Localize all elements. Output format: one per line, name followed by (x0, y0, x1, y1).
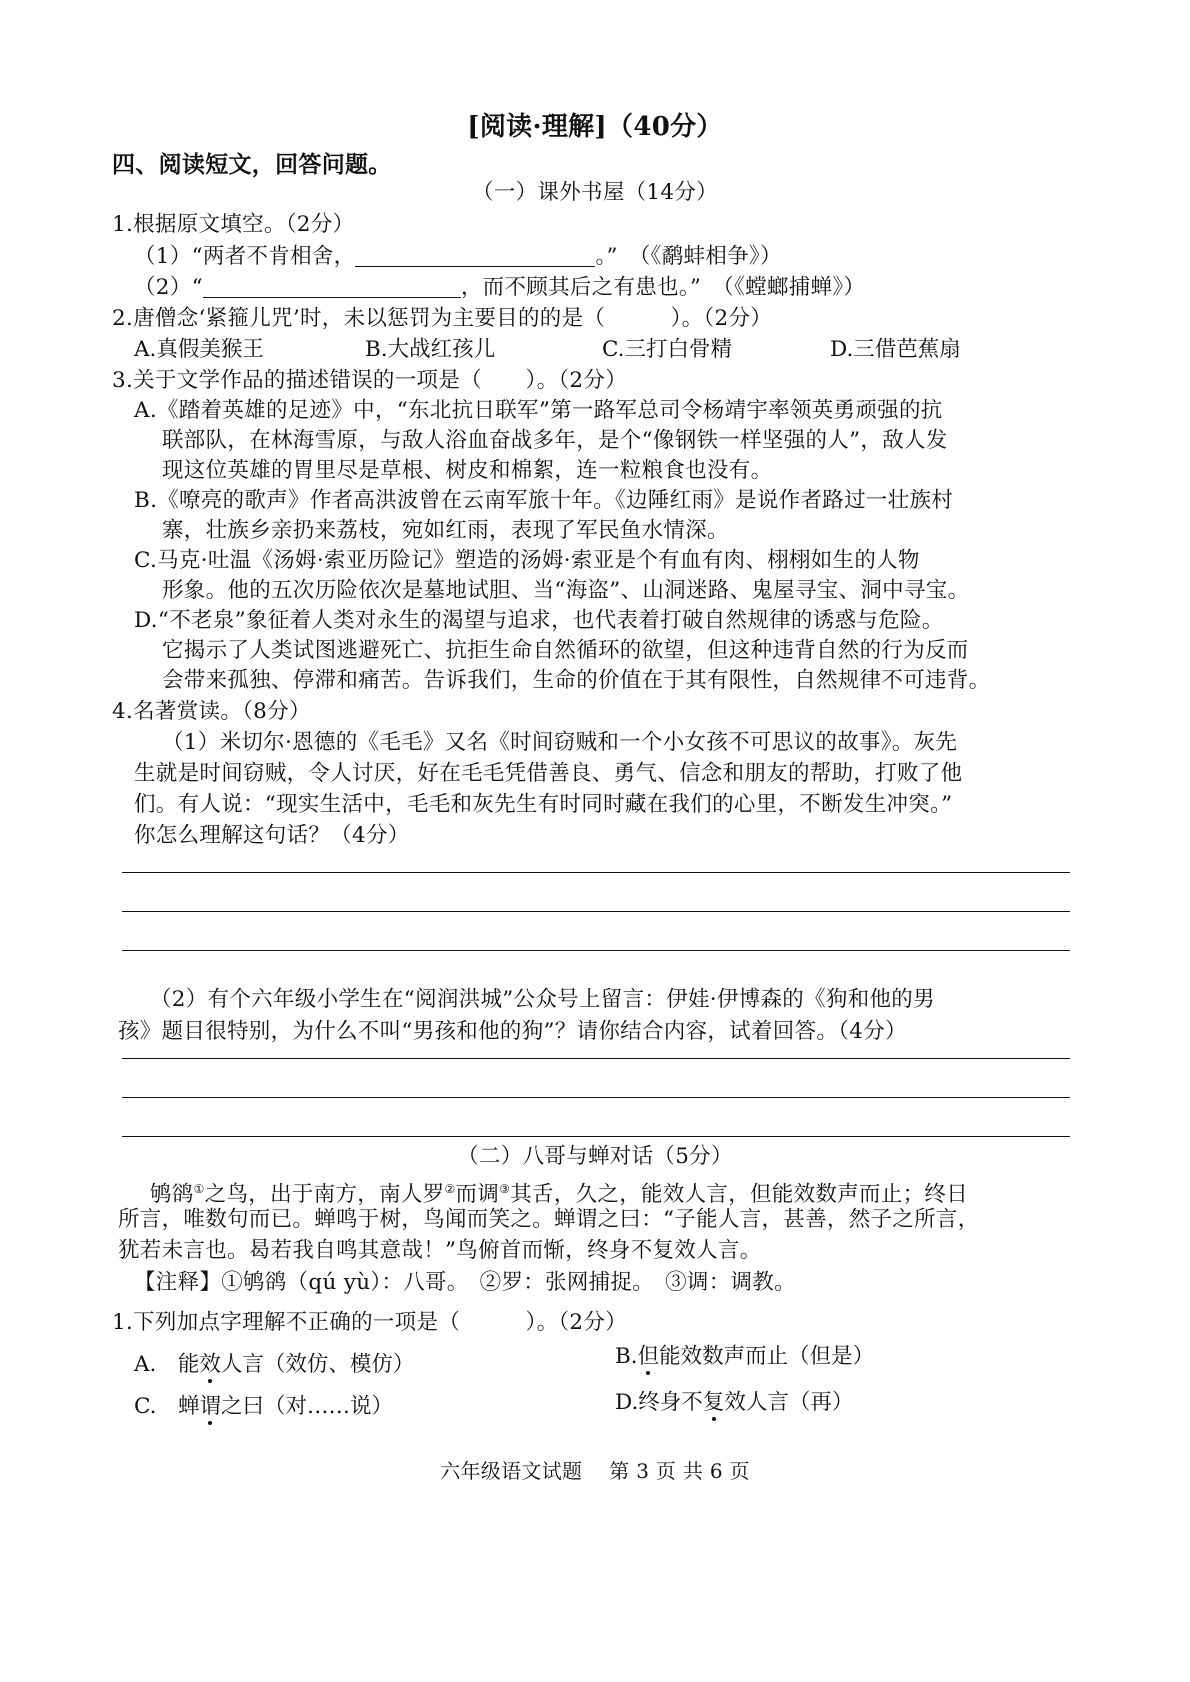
q2-option-b: B.大战红孩儿 (365, 337, 496, 362)
section-title: [阅读·理解]（40分） (467, 112, 723, 142)
q1-b-suffix: ，而不顾其后之有患也。” （《螳螂捕蝉》） (460, 275, 866, 300)
option-text: 效人言（再） (724, 1390, 854, 1415)
q2-option-a: A.真假美猴王 (134, 337, 264, 362)
dotted-character: 效 (199, 1352, 221, 1377)
q3-line: 寨，壮族乡亲扔来荔枝，宛如红雨，表现了军民鱼水情深。 (162, 518, 729, 543)
sub2-q1-option-d (615, 1388, 853, 1418)
dotted-character: 复 (702, 1390, 725, 1415)
q3-line: B.《嘹亮的歌声》作者高洪波曾在云南军旅十年。《边陲红雨》是说作者路过一壮族村 (134, 488, 954, 513)
q1-stem: 1.根据原文填空。（2分） (112, 212, 355, 237)
option-text: A. 能 (134, 1352, 200, 1377)
option-text: B. (615, 1344, 638, 1369)
q2-option-c: C.三打白骨精 (602, 337, 733, 362)
q4-stem: 4.名著赏读。（8分） (112, 699, 311, 724)
classical-text-segment: 而调 (455, 1182, 500, 1208)
answer-line[interactable] (122, 1097, 1070, 1098)
sub2-q1-option-a (134, 1350, 414, 1380)
classical-text-segment: 其舌，久之，能效人言，但能效数声而止；终日 (510, 1182, 969, 1208)
answer-line[interactable] (122, 1058, 1070, 1059)
annotation: 【注释】①鸲鹆（qú yù）：八哥。 ②罗：张网捕捉。 ③调：调教。 (134, 1270, 796, 1295)
q4-p2-line: （2）有个六年级小学生在“阅润洪城”公众号上留言：伊娃·伊博森的《狗和他的男 (150, 987, 935, 1012)
q4-p1-line: 你怎么理解这句话？（4分） (134, 823, 410, 848)
footnote-mark: ③ (499, 1182, 511, 1196)
option-text: C. 蝉 (134, 1394, 200, 1419)
option-text: D.终身不 (615, 1390, 703, 1415)
q1-a-blank[interactable] (355, 244, 595, 267)
q4-p1-line: 生就是时间窃贼，令人讨厌，好在毛毛凭借善良、勇气、信念和朋友的帮助，打败了他 (134, 761, 963, 786)
q1-b-prefix: （2）“ (134, 275, 203, 300)
answer-line[interactable] (122, 911, 1070, 912)
answer-line[interactable] (122, 1136, 1070, 1137)
sub2-q1-option-b (615, 1342, 874, 1372)
q3-line: 现这位英雄的胃里尽是草根、树皮和棉絮，连一粒粮食也没有。 (162, 458, 773, 483)
page-footer: 六年级语文试题 第 3 页 共 6 页 (440, 1459, 750, 1483)
dotted-character: 但 (637, 1344, 660, 1369)
q3-line: 联部队，在林海雪原，与敌人浴血奋战多年，是个“像钢铁一样坚强的人”，敌人发 (162, 428, 948, 453)
q1-b (134, 273, 865, 303)
q4-p1-line: （1）米切尔·恩德的《毛毛》又名《时间窃贼和一个小女孩不可思议的故事》。灰先 (162, 730, 958, 755)
q1-b-blank[interactable] (203, 275, 461, 298)
part-heading: 四、阅读短文，回答问题。 (112, 151, 392, 178)
q3-line: A.《踏着英雄的足迹》中，“东北抗日联军”第一路军总司令杨靖宇率领英勇顽强的抗 (134, 398, 943, 423)
classical-text-line: 所言，唯数句而已。蝉鸣于树，鸟闻而笑之。蝉谓之曰：“子能人言，甚善，然子之所言， (118, 1207, 980, 1232)
classical-text-segment: 鸲鹆 (150, 1182, 194, 1208)
option-text: 能效数声而止（但是） (659, 1344, 875, 1369)
q1-a-prefix: （1）“两者不肯相舍， (134, 244, 356, 269)
option-text: 之曰（对……说） (221, 1394, 394, 1419)
dotted-character: 谓 (199, 1394, 222, 1419)
answer-line[interactable] (122, 872, 1070, 873)
sub2-q1-option-c (134, 1392, 393, 1422)
answer-line[interactable] (122, 950, 1070, 951)
q1-a-suffix: 。” （《鹬蚌相争》） (595, 244, 782, 269)
q3-line: 它揭示了人类试图逃避死亡、抗拒生命自然循环的欲望，但这种违背自然的行为反而 (162, 638, 969, 663)
q3-line: 形象。他的五次历险依次是墓地试胆、当“海盗”、山洞迷路、鬼屋寻宝、洞中寻宝。 (162, 578, 970, 603)
option-text: 人言（效仿、模仿） (220, 1352, 415, 1377)
sub2-q1-stem: 1.下列加点字理解不正确的一项是（ ）。（2分） (112, 1310, 627, 1335)
classical-text-segment: 之鸟，出于南方，南人罗 (204, 1182, 445, 1208)
q3-line: D.“不老泉”象征着人类对永生的渴望与追求，也代表着打破自然规律的诱惑与危险。 (134, 608, 944, 633)
q2-stem: 2.唐僧念‘紧箍儿咒’时，未以惩罚为主要目的的是（ ）。（2分） (112, 306, 773, 331)
footnote-mark: ② (444, 1182, 456, 1196)
q3-line: C.马克·吐温《汤姆·索亚历险记》塑造的汤姆·索亚是个有血有肉、栩栩如生的人物 (134, 548, 920, 573)
q2-option-d: D.三借芭蕉扇 (830, 337, 961, 362)
sub2-title: （二）八哥与蝉对话（5分） (457, 1144, 733, 1169)
q4-p2-line: 孩》题目很特别，为什么不叫“男孩和他的狗”？请你结合内容，试着回答。（4分） (118, 1019, 907, 1044)
q1-a (134, 242, 782, 272)
classical-text-line: 犹若未言也。曷若我自鸣其意哉！”鸟俯首而惭，终身不复效人言。 (118, 1238, 762, 1263)
sub1-title: （一）课外书屋（14分） (472, 180, 718, 205)
q3-stem: 3.关于文学作品的描述错误的一项是（ ）。（2分） (112, 368, 627, 393)
footnote-mark: ① (193, 1182, 205, 1196)
q3-line: 会带来孤独、停滞和痛苦。告诉我们，生命的价值在于其有限性，自然规律不可违背。 (162, 668, 991, 693)
q4-p1-line: 们。有人说：“现实生活中，毛毛和灰先生有时同时藏在我们的心里，不断发生冲突。” (134, 792, 953, 817)
